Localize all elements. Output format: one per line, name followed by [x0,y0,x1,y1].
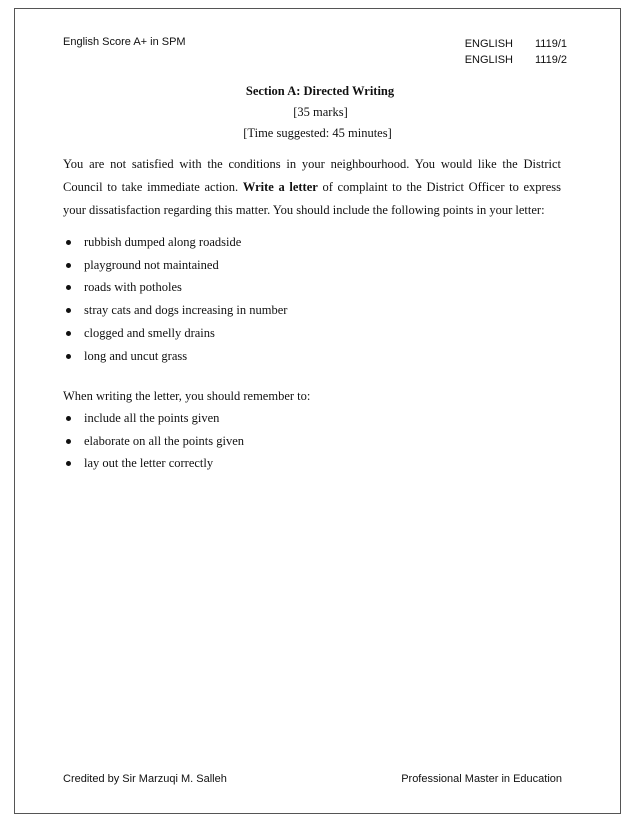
point-text: clogged and smelly drains [84,325,215,340]
bullet-icon [66,331,71,336]
point-text: long and uncut grass [84,348,188,363]
paper-subject: ENGLISH [464,54,513,66]
intro-text-part2: of complaint to the District Officer to express your dissatisfaction regarding this matter. You should include the following points in your letter: [63,180,561,217]
header-left-text: English Score A+ in SPM [63,36,186,48]
list-item [63,407,244,430]
point-text: roads with potholes [84,280,182,295]
bullet-icon [66,461,71,466]
list-item [63,430,244,453]
paper-code: 1119/2 [535,54,568,66]
paper-row [452,52,567,68]
list-item [63,276,287,299]
paper-code: 1119/1 [535,38,568,50]
section-marks: [35 marks] [293,105,348,119]
bullet-icon [66,308,71,313]
list-item [63,345,287,368]
list-item [63,231,287,254]
reminder-text: elaborate on all the points given [84,433,245,448]
paper-row [452,36,567,52]
header-paper-codes [452,36,567,68]
question-intro [63,153,561,222]
list-item [63,299,287,322]
bullet-icon [66,439,71,444]
bullet-icon [66,416,71,421]
bullet-icon [66,285,71,290]
list-item [63,254,287,277]
bullet-icon [66,263,71,268]
bullet-icon [66,354,71,359]
point-text: playground not maintained [84,257,219,272]
section-heading [15,81,620,144]
intro-text-bold: Write a letter [242,180,318,194]
list-item [63,322,287,345]
section-title: Section A: Directed Writing [245,84,395,98]
footer-left-text: Credited by Sir Marzuqi M. Salleh [63,773,227,785]
reminders-list [63,407,244,475]
section-time: [Time suggested: 45 minutes] [243,126,392,140]
intro-text-part1: You are not satisfied with the conditions in your neighbourhood. You would like the District Council to take immediate action. [63,157,561,194]
bullet-icon [66,240,71,245]
reminder-text: lay out the letter correctly [84,456,214,471]
document-page [14,8,621,814]
list-item [63,452,244,475]
footer-right-text: Professional Master in Education [401,773,562,785]
remember-label: When writing the letter, you should remember to: [63,389,311,403]
points-list [63,231,287,367]
reminder-text: include all the points given [84,411,220,425]
point-text: stray cats and dogs increasing in number [84,303,288,318]
paper-subject: ENGLISH [464,38,513,50]
point-text: rubbish dumped along roadside [84,235,242,249]
